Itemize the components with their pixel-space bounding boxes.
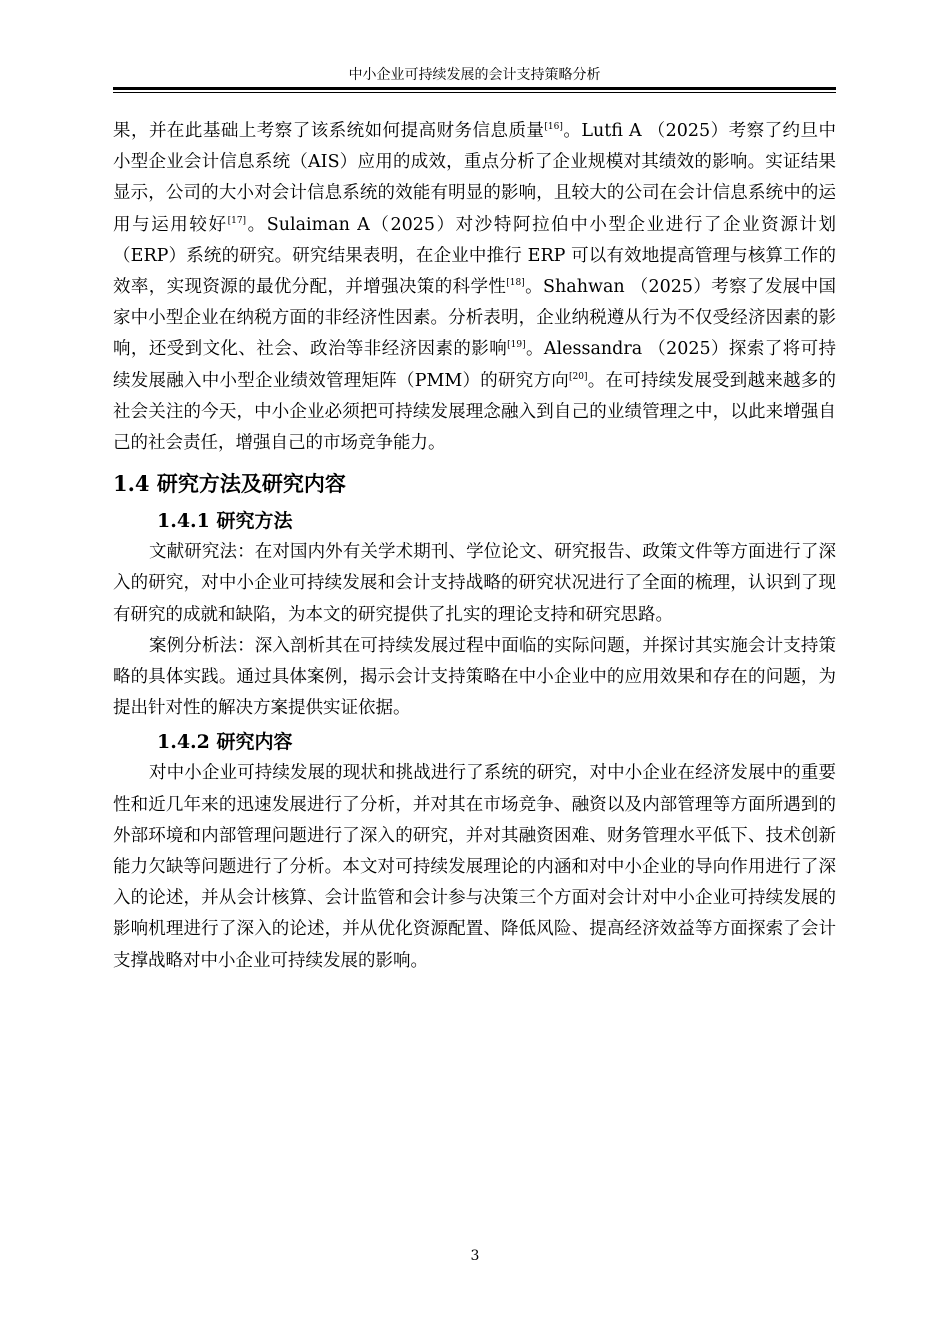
header-rule-thin [113, 92, 836, 93]
para-text: 。在可持续发展受到越来越多的社会关注的今天，中小企业必须把可持续发展理念融入到自己的业绩管理之中，以此来增强自己的社会责任，增强自己的市场竞争能力。 [113, 370, 836, 454]
para-text: 。Shahwan （2025）考察了发展中国家中小型企业在纳税方面的非经济性因素。分析表明，企业纳税遵从行为不仅受经济因素的影响，还受到文化、社会、政治等非经济因素的影响 [113, 277, 837, 360]
methods-paragraph-case: 案例分析法：深入剖析其在可持续发展过程中面临的实际问题，并探讨其实施会计支持策略的具体实践。通过具体案例，揭示会计支持策略在中小企业中的应用效果和存在的问题，为提出针对性的解决方案提供实证依据。 [113, 635, 836, 719]
content-paragraph: 对中小企业可持续发展的现状和挑战进行了系统的研究，对中小企业在经济发展中的重要性和近几年来的迅速发展进行了分析，并对其在市场竞争、融资以及内部管理等方面所遇到的外部环境和内部管理问题进行了深入的研究，并对其融资困难、财务管理水平低下、技术创新能力欠缺等问题进行了分析。本文对可持续发展理论的内涵和对中小企业的导向作用进行了深入的论述，并从会计核算、会计监管和会计参与决策三个方面对会计对中小企业可持续发展的影响机理进行了深入的论述，并从优化资源配置、降低风险、提高经济效益等方面探索了会计支撑战略对中小企业可持续发展的影响。 [113, 763, 836, 971]
subsection-heading-methods: 1.4.1 研究方法 [157, 510, 293, 533]
para-text: 。Sulaiman A（2025）对沙特阿拉伯中小型企业进行了企业资源计划（ERP）系统的研究。研究结果表明，在企业中推行 ERP 可以有效地提高管理与核算工作的效率，实现资源的最优分配，并增强决策的科学性 [113, 214, 837, 298]
para-text: 果，并在此基础上考察了该系统如何提高财务信息质量 [113, 121, 545, 141]
citation-ref: [19] [507, 340, 526, 351]
citation-ref: [18] [506, 278, 525, 289]
page-number: 3 [470, 1248, 480, 1264]
citation-ref: [17] [227, 215, 247, 226]
para-text: 。Lutfi A （2025）考察了约旦中小型企业会计信息系统（AIS）应用的成效，重点分析了企业规模对其绩效的影响。实证结果显示，公司的大小对会计信息系统的效能有明显的影响，且较大的公司在会计信息系统中的运用与运用较好 [113, 121, 836, 235]
citation-ref: [20] [569, 371, 588, 382]
para-text: 。Alessandra （2025）探索了将可持续发展融入中小型企业绩效管理矩阵（PMM）的研究方向 [113, 339, 837, 391]
citation-ref: [16] [544, 122, 563, 132]
section-heading: 1.4 研究方法及研究内容 [113, 471, 346, 497]
header-rule-thick [113, 87, 836, 90]
methods-paragraph-literature: 文献研究法：在对国内外有关学术期刊、学位论文、研究报告、政策文件等方面进行了深入的研究，对中小企业可持续发展和会计支持战略的研究状况进行了全面的梳理，认识到了现有研究的成就和缺陷，为本文的研究提供了扎实的理论支持和研究思路。 [113, 542, 836, 625]
literature-review-paragraph [113, 116, 836, 459]
page-body [113, 116, 836, 977]
subsection-heading-content: 1.4.2 研究内容 [157, 731, 293, 754]
running-header: 中小企业可持续发展的会计支持策略分析 [348, 67, 601, 83]
